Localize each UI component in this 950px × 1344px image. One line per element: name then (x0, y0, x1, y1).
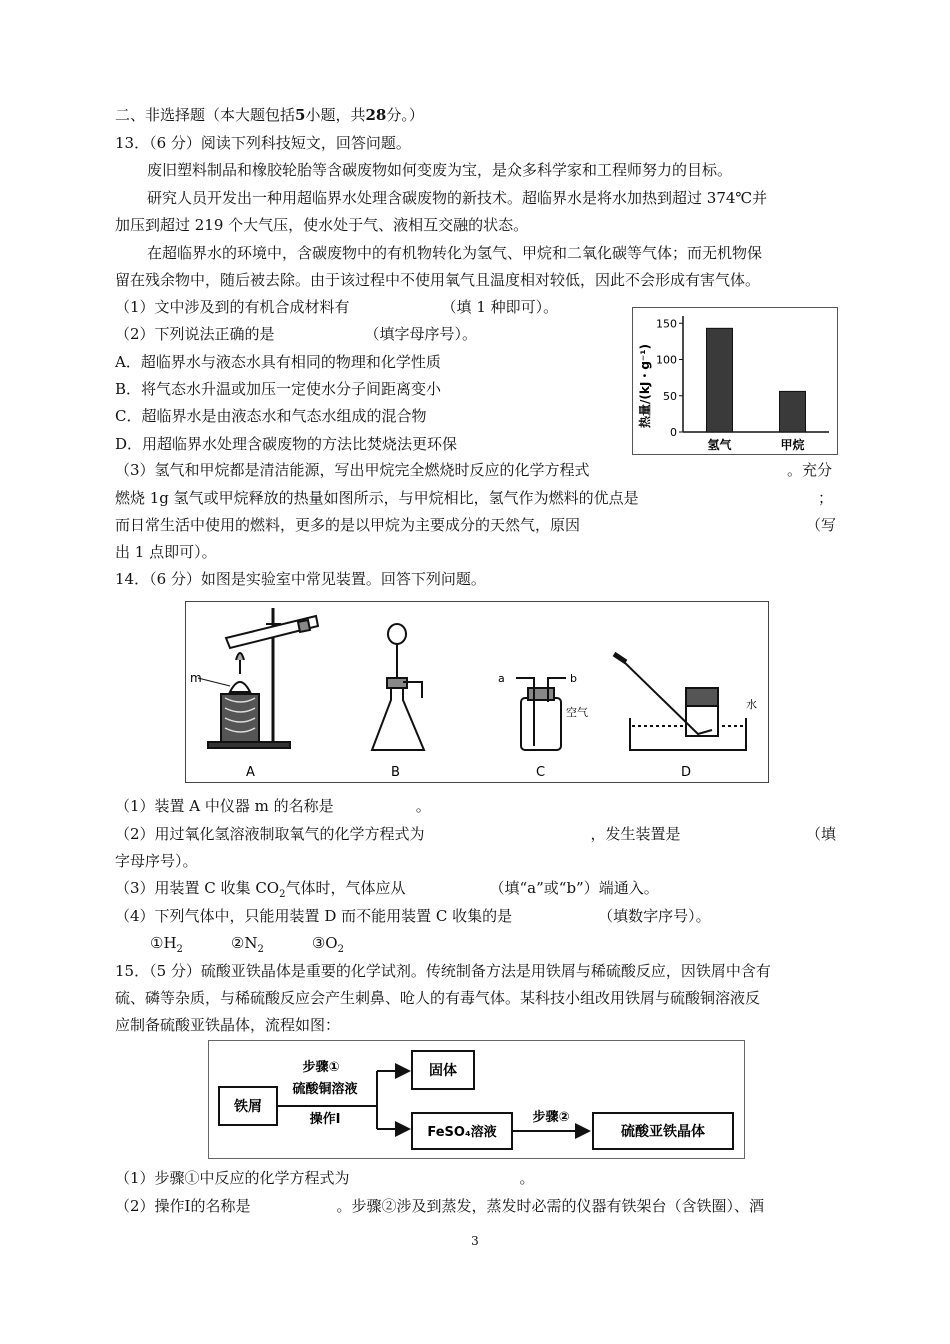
chart-bar (780, 391, 806, 432)
flow-solid: 固体 (429, 1063, 457, 1079)
apparatus-d (614, 654, 746, 750)
flow-op1: 操作Ⅰ (309, 1112, 341, 1127)
page-number: 3 (471, 1234, 479, 1248)
label-c: C (536, 765, 546, 780)
label-a-port: a (498, 672, 505, 685)
q14-gas-options: $①H_2$ $②N_2$ $③O_2$ (150, 934, 344, 955)
label-water: 水 (746, 698, 757, 711)
q13-sub1: （1）文中涉及到的有机合成材料有 （填 1 种即可）。 (115, 298, 559, 316)
q14-sub3: （3）用装置 C 收集 $CO_2$气体时，气体应从 （填“a”或“b”）端通入。 (115, 879, 659, 900)
q13-sub3-line1: （3）氢气和甲烷都是清洁能源，写出甲烷完全燃烧时反应的化学方程式 (115, 461, 590, 479)
q13-paragraph-3a: 在超临界水的环境中，含碳废物中的有机物转化为氢气、甲烷和二氧化碳等气体；而无机物保 (147, 244, 763, 262)
heat-chart-svg (633, 308, 837, 454)
chart-y-tick-label: 0 (670, 426, 677, 439)
q13-paragraph-3b: 留在残余物中，随后被去除。由于该过程中不使用氧气且温度相对较低，因此不会形成有害气体。 (115, 271, 761, 289)
apparatus-svg (186, 602, 768, 782)
label-b: B (391, 765, 400, 780)
chart-bar (707, 328, 733, 432)
chart-y-tick-label: 150 (656, 317, 677, 331)
q14-sub2-end: （填 (806, 825, 837, 843)
flow-reagent: 硫酸铜溶液 (292, 1082, 358, 1097)
label-a: A (246, 765, 255, 780)
q13-option-a: A．超临界水与液态水具有相同的物理和化学性质 (115, 353, 441, 371)
q13-sub3-line2-end: ； (818, 489, 834, 507)
chart-x-tick-label: 甲烷 (780, 438, 805, 452)
flow-step1: 步骤① (302, 1060, 340, 1075)
q13-paragraph-1: 废旧塑料制品和橡胶轮胎等含碳废物如何变废为宝，是众多科学家和工程师努力的目标。 (147, 161, 733, 179)
q14-sub4: （4）下列气体中，只能用装置 D 而不能用装置 C 收集的是 （填数字序号）。 (115, 907, 711, 925)
q13-sub3-line3-end: （写 (806, 516, 837, 534)
apparatus-a (198, 608, 318, 748)
q13-paragraph-2b: 加压到超过 219 个大气压，使水处于气、液相互交融的状态。 (115, 216, 529, 234)
q14-header: 14．（6 分）如图是实验室中常见装置。回答下列问题。 (115, 570, 486, 588)
apparatus-c (516, 678, 566, 750)
q13-paragraph-2a: 研究人员开发出一种用超临界水处理含碳废物的新技术。超临界水是将水加热到超过 374℃并 (147, 189, 768, 207)
chart-y-tick-label: 100 (656, 353, 677, 367)
apparatus-b (372, 624, 424, 750)
q13-option-b: B．将气态水升温或加压一定使水分子间距离变小 (115, 380, 442, 398)
q15-sub2: （2）操作Ⅰ的名称是 。步骤②涉及到蒸发，蒸发时必需的仪器有铁架台（含铁圈）、酒 (115, 1197, 764, 1215)
chart-ylabel: 热量/(kJ・g⁻¹) (638, 344, 652, 428)
q13-option-d: D．用超临界水处理含碳废物的方法比焚烧法更环保 (115, 435, 458, 453)
q14-sub2-cont: 字母序号）。 (115, 852, 198, 870)
section-title: 二、非选择题（本大题包括5小题，共28分。） (115, 106, 424, 124)
q13-sub3-line4: 出 1 点即可）。 (115, 543, 217, 561)
heat-chart (632, 307, 838, 455)
flow-iron: 铁屑 (234, 1099, 262, 1115)
flow-product: 硫酸亚铁晶体 (621, 1124, 705, 1140)
lab-apparatus-figure (185, 601, 769, 783)
q13-sub3-line3: 而日常生活中使用的燃料，更多的是以甲烷为主要成分的天然气，原因 (115, 516, 581, 534)
q15-header: 15．（5 分）硫酸亚铁晶体是重要的化学试剂。传统制备方法是用铁屑与稀硫酸反应，因铁屑中含有 (115, 962, 771, 980)
q15-line3: 应制备硫酸亚铁晶体，流程如图： (115, 1016, 341, 1034)
q13-option-c: C．超临界水是由液态水和气态水组成的混合物 (115, 407, 427, 425)
flow-solution: FeSO₄溶液 (427, 1125, 497, 1140)
label-m: m (190, 671, 202, 685)
flow-svg (209, 1041, 744, 1158)
flow-step2: 步骤② (532, 1110, 570, 1125)
flow-diagram (208, 1040, 745, 1159)
q15-line2: 硫、磷等杂质，与稀硫酸反应会产生刺鼻、呛人的有毒气体。某科技小组改用铁屑与硫酸铜溶液反 (115, 989, 761, 1007)
q15-sub1: （1）步骤①中反应的化学方程式为 。 (115, 1169, 535, 1187)
label-d: D (681, 765, 692, 780)
q13-header: 13．（6 分）阅读下列科技短文，回答问题。 (115, 134, 411, 152)
q14-sub2: （2）用过氧化氢溶液制取氧气的化学方程式为 ，发生装置是 (115, 825, 681, 843)
label-b-port: b (570, 672, 577, 685)
q13-sub3-line2: 燃烧 1g 氢气或甲烷释放的热量如图所示，与甲烷相比，氢气作为燃料的优点是 (115, 489, 639, 507)
q14-sub1: （1）装置 A 中仪器 m 的名称是 。 (115, 797, 431, 815)
label-air: 空气 (566, 706, 588, 719)
chart-y-tick-label: 50 (663, 389, 677, 403)
q13-sub2: （2）下列说法正确的是 （填字母序号）。 (115, 325, 478, 343)
q13-sub3-line1-end: 。充分 (787, 461, 833, 479)
chart-x-tick-label: 氢气 (707, 438, 732, 452)
